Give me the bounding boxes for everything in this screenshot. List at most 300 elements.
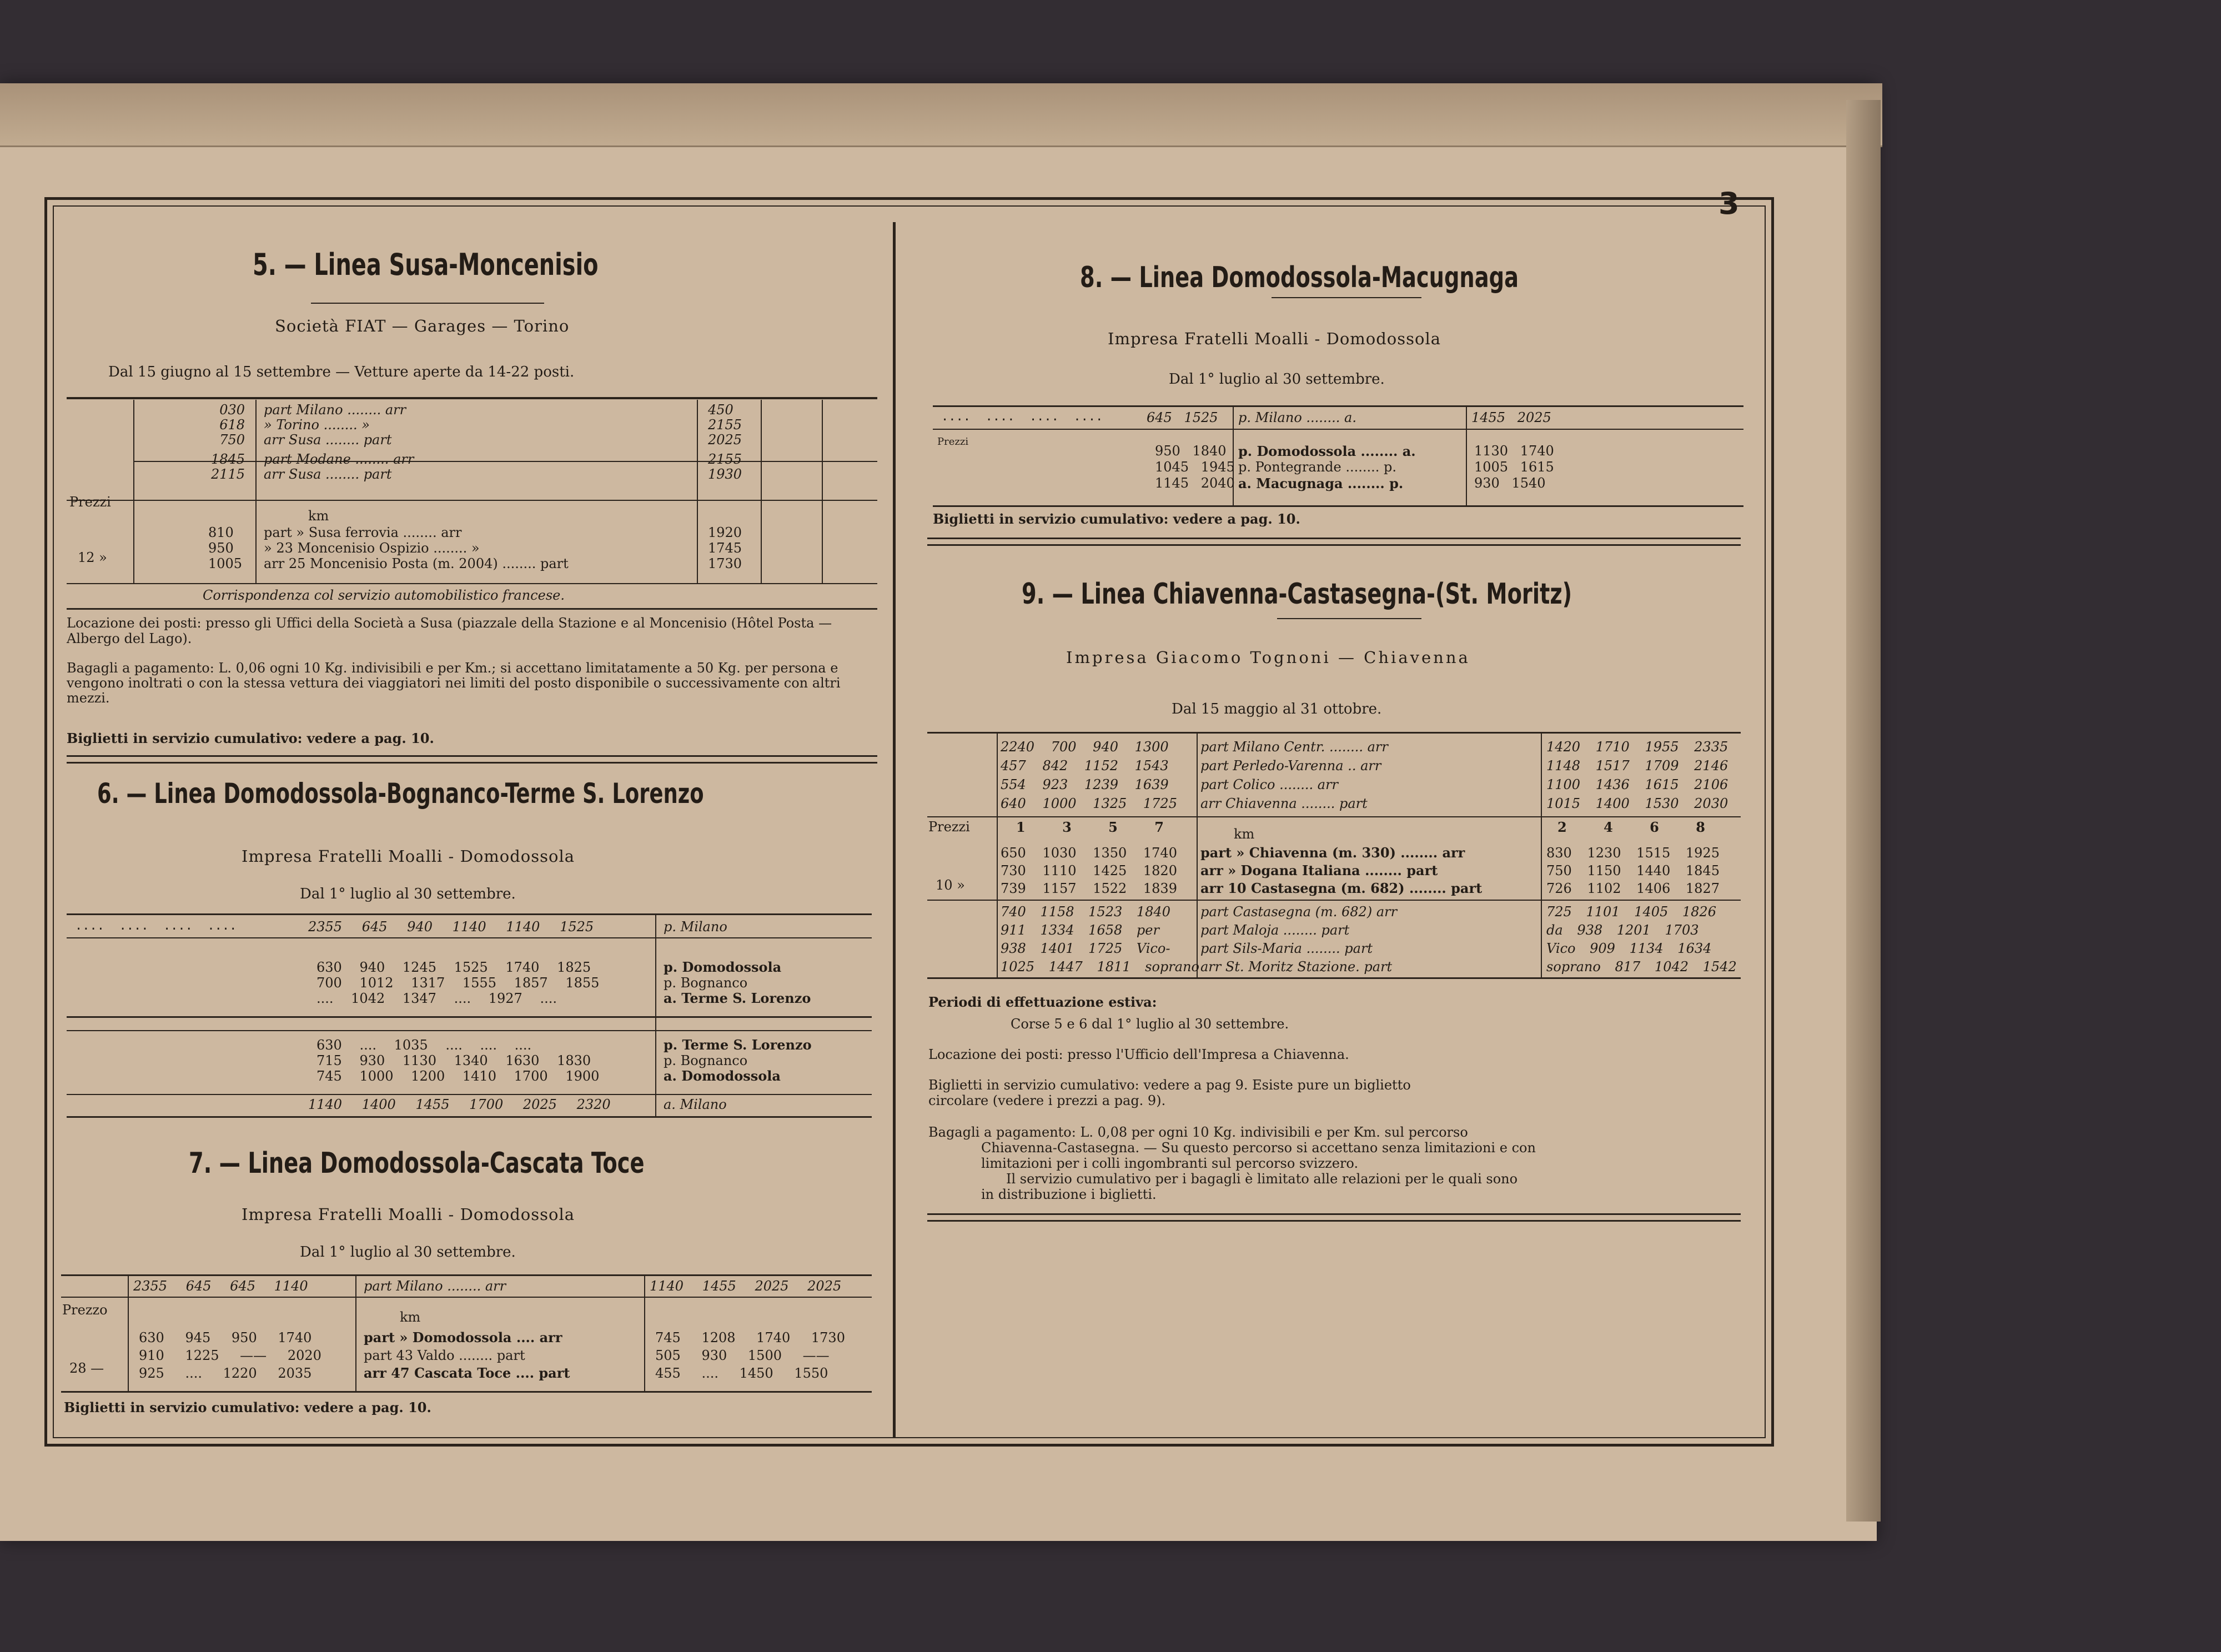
s8-t: 1005	[1474, 459, 1509, 475]
s9-bagagli: Il servizio cumulativo per i bagagli è limitato alle relazioni per le quali sono	[1006, 1171, 1518, 1187]
s5-time: 1845	[211, 451, 245, 467]
s9-t: 1826	[1682, 904, 1716, 920]
s6-t: 1035	[394, 1037, 428, 1053]
s6-period: Dal 1° luglio al 30 settembre.	[300, 886, 516, 902]
s7-t: 1450	[739, 1365, 773, 1381]
s9-t: da	[1546, 922, 1563, 938]
s9-hline	[927, 900, 1741, 901]
s8-station: p. Domodossola ........ a.	[1238, 443, 1416, 459]
s9-t: 830	[1546, 845, 1572, 861]
s6-h: 1140	[506, 919, 540, 935]
s5-table-top	[67, 397, 877, 399]
s7-t: 945	[185, 1330, 211, 1345]
s5-stop: part » Susa ferrovia ........ arr	[264, 525, 462, 540]
s9-t: 1334	[1040, 922, 1074, 938]
s7-t: ——	[240, 1348, 267, 1363]
s8-row	[1474, 459, 1554, 475]
s9-t: 1542	[1702, 959, 1737, 975]
s7-header-station: part Milano ........ arr	[364, 1278, 506, 1294]
s9-row	[1546, 862, 1720, 880]
s7-t: 1740	[756, 1330, 791, 1345]
s9-rule	[1277, 618, 1421, 619]
s7-h: 645	[185, 1278, 212, 1294]
s9-t: 923	[1042, 777, 1068, 792]
s6-company: Impresa Fratelli Moalli - Domodossola	[242, 847, 575, 866]
s7-station: arr 47 Cascata Toce .... part	[364, 1365, 570, 1381]
s9-row	[1546, 737, 1728, 756]
s9-t: 909	[1590, 941, 1615, 956]
s9-t: 1955	[1645, 739, 1679, 755]
s6-t: 630	[316, 960, 342, 975]
s6-t: 1340	[454, 1053, 488, 1068]
s5-stop: arr Susa ........ part	[264, 432, 392, 448]
s6-t: 1900	[565, 1068, 600, 1084]
s7-row	[655, 1329, 845, 1347]
s6-row	[316, 1068, 599, 1084]
s6-t: 1130	[402, 1053, 436, 1068]
s7-h: 1455	[702, 1278, 736, 1294]
s6-t: 1630	[505, 1053, 540, 1068]
s8-h: 2025	[1517, 410, 1551, 425]
s9-t: 1025	[1001, 959, 1035, 975]
s9-row	[1001, 958, 1199, 976]
s9-hline	[927, 816, 1741, 817]
s5-time: 2155	[708, 417, 742, 433]
s9-c: 4	[1604, 819, 1613, 835]
s5-vline	[255, 400, 257, 583]
s7-h: 1140	[274, 1278, 308, 1294]
s9-c: 2	[1557, 819, 1567, 835]
s7-vline	[128, 1276, 129, 1393]
s7-t: 2035	[278, 1365, 312, 1381]
s9-t: 1447	[1048, 959, 1083, 975]
s7-vline	[644, 1276, 645, 1393]
s9-t: 1102	[1587, 881, 1621, 896]
s9-hline	[927, 732, 1741, 734]
s6-t: 745	[316, 1068, 342, 1084]
s7-row	[139, 1364, 321, 1382]
s9-t: 1101	[1586, 904, 1620, 920]
s9-bagagli: Bagagli a pagamento: L. 0,08 per ogni 10 Kg. indivisibili e per Km. sul percorso	[928, 1124, 1468, 1140]
s6-t: 1740	[505, 960, 540, 975]
s6-f: 1700	[469, 1097, 504, 1112]
s8-h: 1455	[1471, 410, 1506, 425]
s7-t: ....	[185, 1365, 202, 1381]
s9-t: 554	[1001, 777, 1026, 792]
s9-row	[1546, 794, 1728, 813]
s8-header-station: p. Milano ........ a.	[1238, 410, 1356, 425]
s9-t: 1134	[1629, 941, 1664, 956]
s8-hline	[927, 544, 1741, 546]
s7-vline	[355, 1276, 356, 1393]
s9-row	[1546, 775, 1728, 794]
s9-t: Vico-	[1136, 941, 1170, 956]
s9-t: per	[1136, 922, 1159, 938]
s9-title: 9. — Linea Chiavenna-Castasegna-(St. Moritz)	[1022, 578, 1572, 611]
s9-row	[1001, 903, 1199, 921]
s8-header-times	[1147, 410, 1218, 425]
s8-row	[1155, 443, 1235, 459]
s8-hline	[933, 429, 1743, 430]
s9-t: 1300	[1134, 739, 1169, 755]
s9-locazione: Locazione dei posti: presso l'Ufficio dell'Impresa a Chiavenna.	[928, 1047, 1349, 1062]
s7-km: km	[400, 1309, 421, 1325]
s9-row	[1001, 940, 1199, 958]
s5-hline	[67, 583, 877, 584]
s9-station: arr St. Moritz Stazione. part	[1200, 959, 1393, 975]
s9-t: 1703	[1665, 922, 1699, 938]
s7-header-right	[650, 1278, 841, 1294]
s5-vline	[761, 400, 762, 583]
s9-c: 1	[1016, 819, 1026, 835]
s5-stop: » Torino ........ »	[264, 417, 370, 433]
s8-station: p. Pontegrande ........ p.	[1238, 459, 1396, 475]
s9-price: 10 »	[936, 877, 965, 893]
s6-station: p. Bognanco	[664, 975, 748, 991]
s7-hline	[61, 1297, 872, 1298]
s9-t: 457	[1001, 758, 1026, 774]
s5-time: 1920	[708, 525, 742, 540]
s7-t: 950	[231, 1330, 257, 1345]
s5-km: km	[308, 508, 329, 524]
s6-t: 1927	[488, 991, 522, 1006]
s9-t: 739	[1001, 881, 1026, 896]
s6-f: 1400	[361, 1097, 396, 1112]
s6-t: 1857	[514, 975, 548, 991]
s6-row	[316, 1037, 599, 1053]
s7-t: 2020	[287, 1348, 321, 1363]
s9-t: 1350	[1093, 845, 1127, 861]
s9-station: arr Chiavenna ........ part	[1200, 796, 1368, 811]
s9-bagagli: limitazioni per i colli ingombranti sul percorso svizzero.	[981, 1156, 1359, 1171]
s9-station: arr » Dogana Italiana ........ part	[1200, 862, 1438, 878]
s6-hline	[67, 1016, 872, 1018]
s9-cumulativo: circolare (vedere i prezzi a pag. 9).	[928, 1093, 1166, 1108]
s6-t: ....	[540, 991, 557, 1006]
s9-t: 725	[1546, 904, 1572, 920]
s8-dots: .... .... .... ....	[941, 410, 1103, 424]
s6-hline	[67, 913, 872, 915]
s9-t: 1543	[1134, 758, 1169, 774]
s6-h: 645	[361, 919, 388, 935]
s9-t: 1150	[1587, 863, 1621, 878]
s7-cumulativo: Biglietti in servizio cumulativo: vedere a pag. 10.	[64, 1399, 431, 1415]
s9-c: 6	[1650, 819, 1659, 835]
s9-t: 1639	[1134, 777, 1169, 792]
s8-hline	[933, 505, 1743, 507]
s6-row	[316, 960, 599, 975]
s9-station: arr 10 Castasegna (m. 682) ........ part	[1200, 880, 1483, 896]
s9-hline	[927, 1213, 1741, 1215]
s5-period: Dal 15 giugno al 15 settembre — Vetture aperte da 14-22 posti.	[108, 364, 575, 380]
s9-t: 750	[1546, 863, 1572, 878]
s8-t: 1540	[1511, 475, 1546, 491]
s6-t: 1855	[565, 975, 600, 991]
s6-title: 6. — Linea Domodossola-Bognanco-Terme S. Lorenzo	[97, 777, 704, 810]
s9-t: 1925	[1685, 845, 1720, 861]
s6-dots: .... .... .... ....	[75, 919, 237, 933]
s8-row	[1474, 475, 1554, 491]
s6-hline	[67, 1094, 872, 1095]
s5-rule	[311, 303, 544, 304]
s9-station: part Perledo-Varenna .. arr	[1200, 758, 1381, 774]
s8-header-right	[1471, 410, 1551, 425]
s7-t: 1208	[701, 1330, 736, 1345]
s7-station: part 43 Valdo ........ part	[364, 1348, 525, 1363]
s7-row	[655, 1347, 845, 1364]
s7-station: part » Domodossola .... arr	[364, 1329, 562, 1345]
s6-t: ....	[480, 1037, 497, 1053]
s7-h: 2025	[807, 1278, 842, 1294]
s5-time: 1745	[708, 540, 742, 556]
s5-vline	[822, 400, 823, 583]
s6-t: 1317	[411, 975, 445, 991]
s9-t: 1100	[1546, 777, 1581, 792]
s8-t: 1840	[1192, 443, 1227, 459]
s9-t: 1634	[1677, 941, 1712, 956]
s6-row	[316, 1053, 599, 1068]
s9-row	[1546, 958, 1737, 976]
s8-hline	[933, 405, 1743, 407]
s9-t: 938	[1577, 922, 1603, 938]
s8-h: 1525	[1184, 410, 1218, 425]
s7-company: Impresa Fratelli Moalli - Domodossola	[242, 1205, 575, 1224]
s8-company: Impresa Fratelli Moalli - Domodossola	[1108, 329, 1441, 348]
s9-t: 1845	[1685, 863, 1720, 878]
s9-t: 1523	[1088, 904, 1123, 920]
s9-row	[1546, 844, 1720, 862]
s6-t: 1000	[359, 1068, 394, 1084]
s6-t: 1245	[402, 960, 436, 975]
s5-time: 2115	[211, 466, 245, 482]
s8-t: 1130	[1474, 443, 1509, 459]
s9-t: 1158	[1040, 904, 1074, 920]
s7-t: 925	[139, 1365, 164, 1381]
s7-t: 1500	[747, 1348, 782, 1363]
s6-f: 1140	[308, 1097, 343, 1112]
s7-row	[139, 1329, 321, 1347]
s7-row	[139, 1347, 321, 1364]
s9-row	[1001, 921, 1199, 940]
s5-stop: part Modane ........ arr	[264, 451, 414, 467]
s9-bagagli: Chiavenna-Castasegna. — Su questo percorso si accettano senza limitazioni e con	[981, 1140, 1536, 1156]
s9-t: 2240	[1001, 739, 1035, 755]
s5-vline	[697, 400, 698, 583]
s9-t: 1839	[1143, 881, 1177, 896]
s9-t: 940	[1093, 739, 1118, 755]
s7-title: 7. — Linea Domodossola-Cascata Toce	[189, 1147, 645, 1180]
s5-company: Società FIAT — Garages — Torino	[275, 317, 570, 335]
s6-h: 940	[407, 919, 433, 935]
s9-hline	[927, 1220, 1741, 1222]
s9-t: 2030	[1694, 796, 1728, 811]
s6-f: 2320	[576, 1097, 611, 1112]
s9-t: 1658	[1088, 922, 1123, 938]
s5-time: 1930	[708, 466, 742, 482]
s9-t: 1325	[1093, 796, 1127, 811]
s5-time: 810	[208, 525, 234, 540]
s9-t: 1530	[1645, 796, 1679, 811]
s9-t: 1401	[1040, 941, 1074, 956]
s9-t: 1725	[1143, 796, 1177, 811]
s9-c: 5	[1108, 819, 1118, 835]
s9-t: soprano	[1145, 959, 1199, 975]
s6-h: 2355	[308, 919, 343, 935]
s9-corse-right	[1557, 819, 1705, 835]
s7-hline	[61, 1391, 872, 1393]
s9-t: 1820	[1143, 863, 1177, 878]
s9-t: 1840	[1136, 904, 1170, 920]
s6-station: a. Terme S. Lorenzo	[664, 990, 811, 1006]
s6-t: 1012	[359, 975, 394, 991]
s9-t: 1811	[1097, 959, 1131, 975]
s8-title: 8. — Linea Domodossola-Macugnaga	[1080, 261, 1519, 294]
s6-t: ....	[454, 991, 471, 1006]
s7-t: ....	[701, 1365, 718, 1381]
s6-row	[316, 975, 599, 991]
s8-prezzi: Prezzi	[937, 436, 969, 448]
s9-row	[1001, 880, 1177, 897]
s9-station: part Maloja ........ part	[1200, 922, 1350, 938]
s9-t: 1152	[1084, 758, 1118, 774]
s9-row	[1001, 756, 1177, 775]
column-divider	[893, 222, 896, 1438]
s5-hline	[67, 500, 877, 501]
s9-company: Impresa Giacomo Tognoni — Chiavenna	[1066, 648, 1470, 667]
s6-t: 630	[316, 1037, 342, 1053]
s9-row	[1546, 903, 1737, 921]
s6-hline	[67, 1116, 872, 1118]
s9-station: part Milano Centr. ........ arr	[1200, 739, 1388, 755]
s9-t: 911	[1001, 922, 1026, 938]
s8-period: Dal 1° luglio al 30 settembre.	[1169, 371, 1385, 388]
s5-time: 618	[219, 417, 245, 433]
s8-t: 930	[1474, 475, 1500, 491]
s6-t: ....	[359, 1037, 376, 1053]
s9-vline	[1541, 734, 1542, 979]
s6-t: ....	[316, 991, 334, 1006]
s9-bagagli: in distribuzione i biglietti.	[981, 1187, 1157, 1202]
s9-row	[1001, 844, 1177, 862]
s9-t: soprano	[1546, 959, 1601, 975]
s6-t: 1042	[351, 991, 385, 1006]
s6-f: 2025	[522, 1097, 557, 1112]
s9-t: 1239	[1084, 777, 1118, 792]
s9-t: 1436	[1595, 777, 1630, 792]
s9-period: Dal 15 maggio al 31 ottobre.	[1172, 701, 1382, 717]
s5-stop: arr Susa ........ part	[264, 466, 392, 482]
s9-row	[1546, 921, 1737, 940]
s9-c: 7	[1154, 819, 1164, 835]
s5-prezzi: Prezzi	[69, 494, 111, 510]
s9-t: 1148	[1546, 758, 1581, 774]
s6-header-station: p. Milano	[664, 919, 727, 935]
s6-hline	[67, 937, 872, 938]
s9-t: Vico	[1546, 941, 1576, 956]
s5-hline	[67, 762, 877, 764]
s9-row	[1546, 880, 1720, 897]
s9-periodi-text: Corse 5 e 6 dal 1° luglio al 30 settembre.	[1011, 1016, 1289, 1032]
s7-t: 1225	[185, 1348, 219, 1363]
s6-t: 1347	[402, 991, 436, 1006]
s6-t: ....	[445, 1037, 463, 1053]
s6-station: p. Bognanco	[664, 1053, 748, 1068]
s6-station: p. Terme S. Lorenzo	[664, 1037, 812, 1053]
s5-bagagli: Bagagli a pagamento: L. 0,06 ogni 10 Kg. indivisibili e per Km.; si accettano limitatamente a 50 Kg. per persona e vengono inoltrati o con la stessa vettura dei viaggiatori nei limiti del posto disponibile o successivamente con altri mezzi.	[67, 660, 841, 706]
s5-hline	[67, 755, 877, 757]
s9-row	[1001, 775, 1177, 794]
s7-t: 1730	[811, 1330, 845, 1345]
s6-footer-times	[308, 1097, 611, 1112]
s6-station: a. Domodossola	[664, 1068, 781, 1084]
s9-t: 1042	[1654, 959, 1689, 975]
s9-t: 640	[1001, 796, 1026, 811]
s5-time: 450	[708, 402, 733, 418]
s9-station: part Colico ........ arr	[1200, 777, 1339, 792]
s9-row	[1546, 940, 1737, 958]
s8-t: 2040	[1200, 475, 1235, 491]
s6-h: 1140	[452, 919, 486, 935]
s8-t: 950	[1155, 443, 1180, 459]
s7-t: ——	[802, 1348, 830, 1363]
s5-time: 1005	[208, 556, 243, 571]
s9-t: 1400	[1595, 796, 1630, 811]
s9-cumulativo: Biglietti in servizio cumulativo: vedere a pag 9. Esiste pure un biglietto	[928, 1077, 1411, 1093]
s5-vline	[133, 400, 134, 583]
s5-cumulativo: Biglietti in servizio cumulativo: vedere a pag. 10.	[67, 730, 434, 746]
s6-t: 1410	[462, 1068, 496, 1084]
s9-t: 2106	[1694, 777, 1728, 792]
s6-t: ....	[514, 1037, 532, 1053]
s9-t: 1420	[1546, 739, 1581, 755]
s9-t: 2335	[1694, 739, 1728, 755]
s6-t: 1825	[557, 960, 591, 975]
s7-h: 645	[230, 1278, 255, 1294]
s8-t: 1945	[1200, 459, 1235, 475]
s9-t: 650	[1001, 845, 1026, 861]
s7-h: 2355	[133, 1278, 168, 1294]
s6-f: 1455	[415, 1097, 450, 1112]
s9-t: 1515	[1636, 845, 1671, 861]
s7-h: 1140	[650, 1278, 684, 1294]
s9-station: part » Chiavenna (m. 330) ........ arr	[1200, 845, 1465, 861]
s7-t: 745	[655, 1330, 681, 1345]
s7-t: 910	[139, 1348, 164, 1363]
s9-t: 1827	[1685, 881, 1720, 896]
s6-t: 1700	[514, 1068, 548, 1084]
s9-km: km	[1234, 826, 1255, 842]
s8-t: 1615	[1520, 459, 1554, 475]
s5-price: 12 »	[78, 550, 107, 565]
s5-time: 030	[219, 402, 245, 418]
s9-station: part Castasegna (m. 682) arr	[1200, 904, 1398, 920]
s6-t: 1525	[454, 960, 488, 975]
s8-hline	[927, 538, 1741, 539]
s7-hline	[61, 1274, 872, 1276]
s9-row	[1546, 756, 1728, 775]
s5-time: 1730	[708, 556, 742, 571]
s9-t: 817	[1615, 959, 1641, 975]
s9-t: 1030	[1042, 845, 1077, 861]
s9-station: part Sils-Maria ........ part	[1200, 941, 1373, 956]
s5-time: 950	[208, 540, 234, 556]
s7-t: 1550	[794, 1365, 828, 1381]
s9-c: 8	[1696, 819, 1705, 835]
s9-t: 2146	[1694, 758, 1728, 774]
s9-row	[1001, 794, 1177, 813]
s5-stop: part Milano ........ arr	[264, 402, 406, 418]
s9-t: 1740	[1143, 845, 1177, 861]
